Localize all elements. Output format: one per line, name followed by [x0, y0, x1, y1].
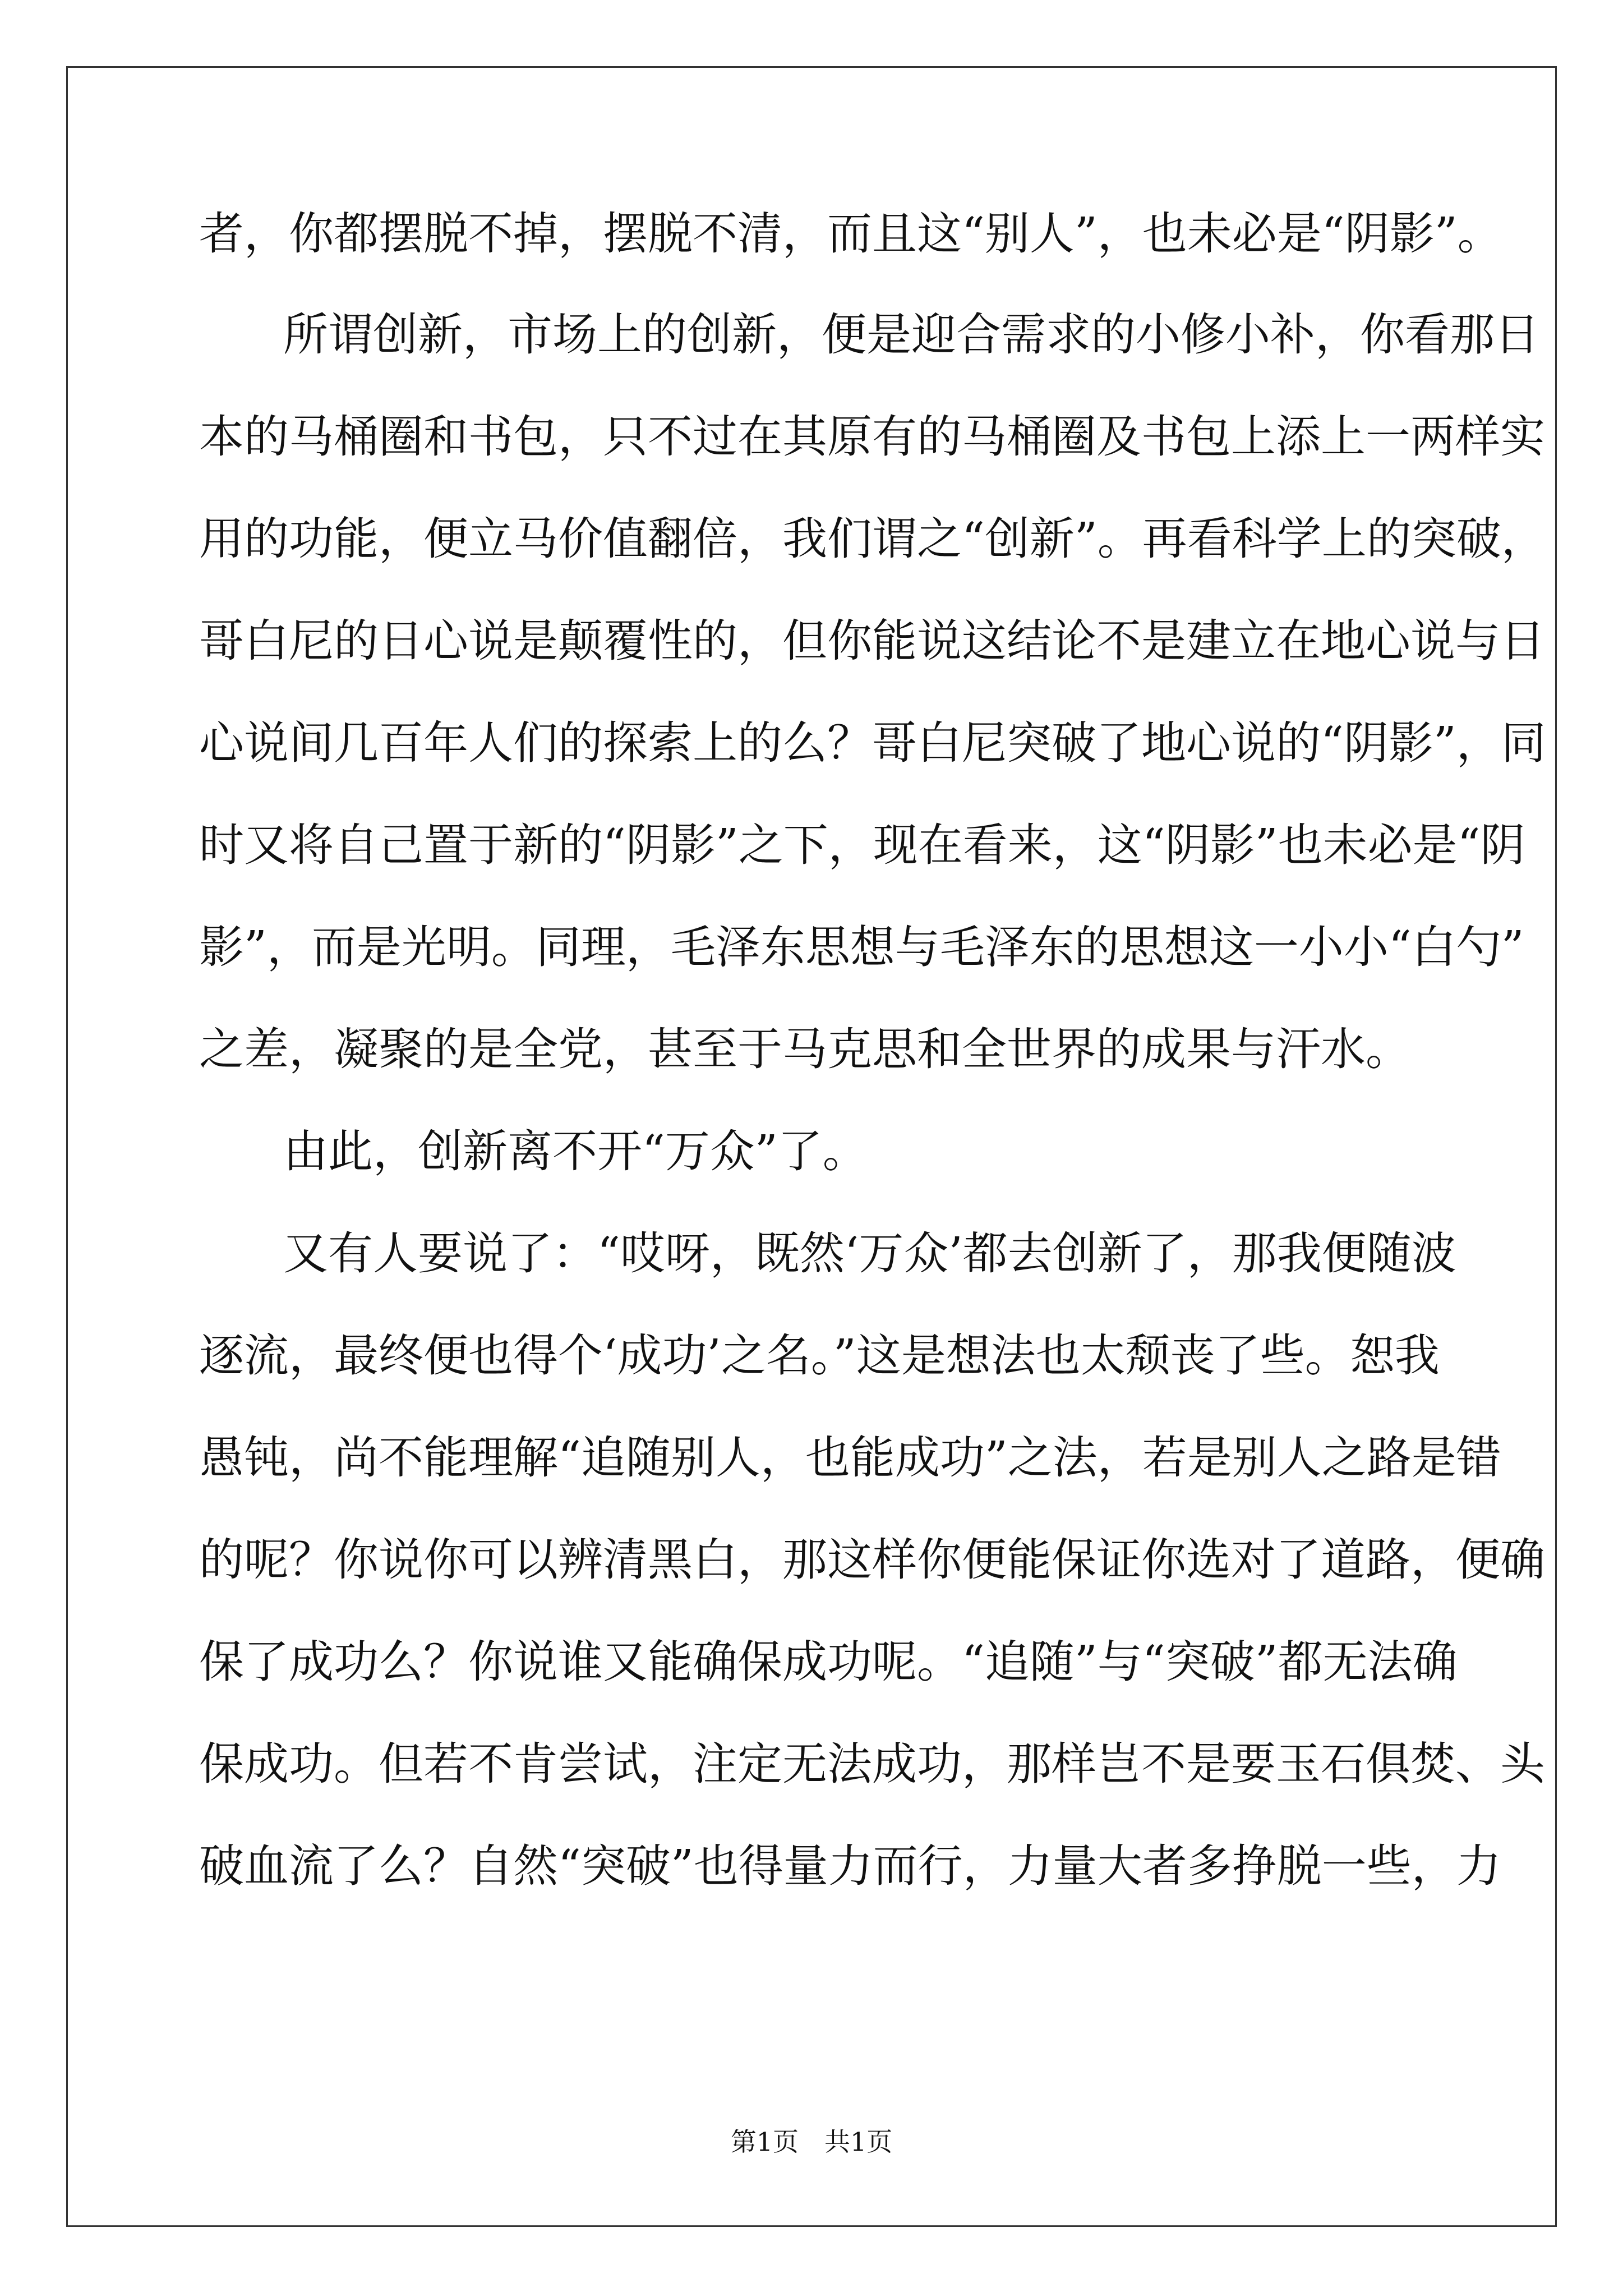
text-line: 之差，凝聚的是全党，甚至于马克思和全世界的成果与汗水。 — [199, 1023, 1410, 1075]
text-line: 愚钝，尚不能理解“追随别人，也能成功”之法，若是别人之路是错 — [199, 1432, 1501, 1484]
paragraph-start-line: 所谓创新，市场上的创新，便是迎合需求的小修小补，你看那日 — [283, 309, 1539, 361]
text-line: 心说间几百年人们的探索上的么？哥白尼突破了地心说的“阴影”，同 — [199, 717, 1546, 769]
text-line: 破血流了么？自然“突破”也得量力而行，力量大者多挣脱一些，力 — [199, 1840, 1501, 1892]
text-line: 逐流，最终便也得个‘成功’之名。”这是想法也太颓丧了些。恕我 — [199, 1329, 1440, 1382]
paragraph-start-line: 又有人要说了：“哎呀，既然‘万众’都去创新了，那我便随波 — [283, 1227, 1456, 1280]
text-line: 的呢？你说你可以辨清黑白，那这样你便能保证你选对了道路，便确 — [199, 1534, 1545, 1586]
text-line: 哥白尼的日心说是颠覆性的，但你能说这结论不是建立在地心说与日 — [199, 615, 1545, 667]
text-line: 影”，而是光明。同理，毛泽东思想与毛泽东的思想这一小小“白勺” — [199, 921, 1524, 973]
text-line: 保成功。但若不肯尝试，注定无法成功，那样岂不是要玉石俱焚、头 — [199, 1738, 1545, 1790]
text-line: 本的马桶圈和书包，只不过在其原有的马桶圈及书包上添上一两样实 — [199, 411, 1545, 463]
text-line: 者，你都摆脱不掉，摆脱不清，而且这“别人”，也未必是“阴影”。 — [199, 208, 1502, 260]
text-line: 时又将自己置于新的“阴影”之下，现在看来，这“阴影”也未必是“阴 — [199, 819, 1525, 871]
paragraph-start-line: 由此，创新离不开“万众”了。 — [283, 1125, 868, 1177]
text-line: 保了成功么？你说谁又能确保成功呢。“追随”与“突破”都无法确 — [199, 1636, 1458, 1688]
text-line: 用的功能，便立马价值翻倍，我们谓之“创新”。再看科学上的突破， — [199, 513, 1546, 565]
page-footer: 第1页 共1页 — [730, 2127, 893, 2157]
